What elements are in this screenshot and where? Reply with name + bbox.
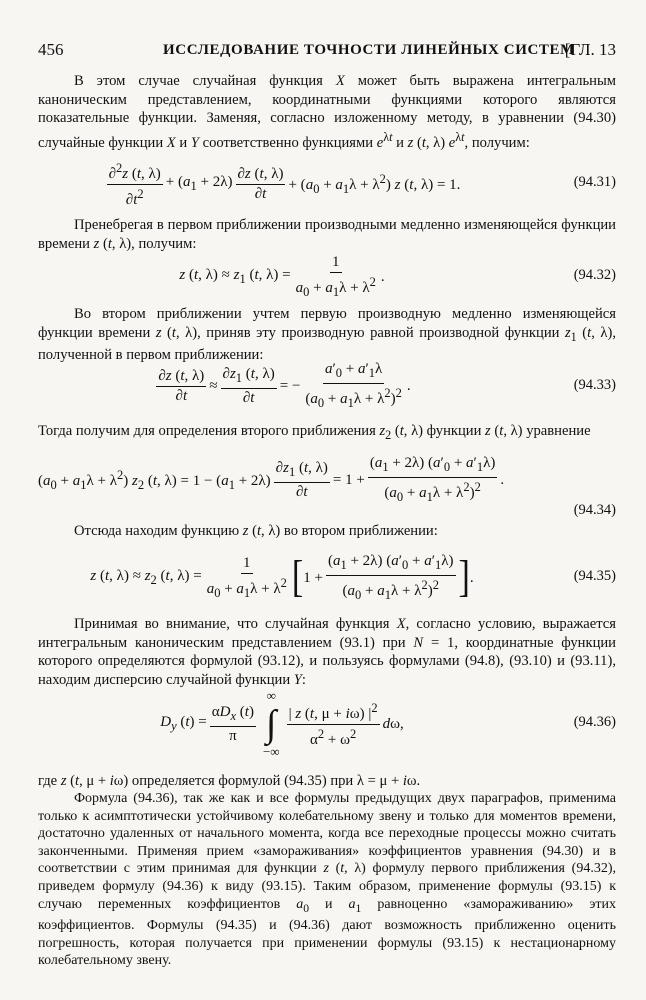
eq-number-94-32: (94.32) [573,267,616,283]
eq-number-94-36: (94.36) [573,714,616,730]
equation-94-31: ∂$^2$z (t, λ) $\partial t^2$ + $(a_1 + 2\lambda)$ ∂z (t, λ) ∂t + $(a_0 + a_1\lambda + \lambda^2)$ z (t, λ) = 1. (94.31) [108,160,616,208]
equation-94-34: $(a_0 + a_1\lambda + \lambda^2)$ $z_2$ (t, $\lambda) = 1 - (a_1 + 2\lambda)$ $\frac{\partial z_1 (t, \lambda)}{\partial t}$ = 1 + $\frac{(a_1 + 2\lambda) (a'_0 + a'_1\lambda)}{(a_0 + a_1\lambda + \lambda^2)^2}$ . (94.34) [38,454,616,518]
paragraph-2: Пренебрегая в первом приближении производными медленно изменяющейся функции времени z (t, λ), получим: [38,217,616,252]
paragraph-4: Тогда получим для определения второго приближения $z_2$ (t, λ) функции z (t, λ) уравнение [38,423,591,442]
paragraph-8: Формула (94.36), так же как и все формулы предыдущих двух параграфов, применима только к асимптотически устойчивому колебательному звену и только для моментов времени, достаточно удаленных от начального момента, когда все переходные процессы можно считать законченными. Применяя прием «замораживания» коэффициентов уравнения (94.30) и в соответствии с этим принимая для функции z (t, λ) формулу первого приближения (94.32), приведем формулу (94.36) к виду (93.15). Таким образом, применение формулы (93.15) к случаю переменных коэффициентов $a_0$ и $a_1$ равноценно «замораживанию» этих коэффициентов. Формулы (94.35) и (94.36) дают возможность приближенно оценить погрешность, которая получается при применении формулы (93.15) к нестационарному колебательному звену. [38,791,617,969]
paragraph-3: Во втором приближении учтем первую производную медленно изменяющейся функции времени z (t, λ), приняв эту производную равной производной функции $z_1$ (t, λ), полученной в первом приближении: [38,306,616,363]
paragraph-5: Отсюда находим функцию z (t, λ) во втором приближении: [74,523,438,539]
paragraph-7: где z (t, μ + iω) определяется формулой (94.35) при λ = μ + iω. [38,773,421,789]
paragraph-6: Принимая во внимание, что случайная функция X, согласно условию, выражается интегральным каноническим представлением (93.1) при N = 1, координатные функции которого определяются формулой (93.12), и пользуясь формулами (94.8), (93.10) и (93.11), находим дисперсию случайной функции Y: [38,616,616,688]
running-header [38,40,616,62]
equation-94-32: z (t, $\lambda) \approx z_1$ (t, λ) = $\frac{1}{a_0 + a_1\lambda + \lambda^2}$ . (94.32) [179,253,616,299]
page-number: 456 [38,40,64,59]
equation-94-35: z (t, $\lambda) \approx z_2$ (t, λ) = $\frac{1}{a_0 + a_1\lambda + \lambda^2}$ [ 1 + $\frac{(a_1 + 2\lambda) (a'_0 + a'_1\lambda)}{(a_0 + a_1\lambda + \lambda^2)^2}$ ] . (94.35) [90,552,616,602]
equation-94-36: $D_y$ (t) = $\alpha D_x$ (t) π ∞ ∫ −∞ | z (t, μ + iω) $|^2$ $\alpha^2 + \omega^2$ dω, (94.36) [160,688,616,759]
chapter-label: [ГЛ. 13 [564,40,616,59]
eq-number-94-33: (94.33) [573,377,616,393]
running-title: ИССЛЕДОВАНИЕ ТОЧНОСТИ ЛИНЕЙНЫХ СИСТЕМ [163,42,575,58]
eq-number-94-31: (94.31) [573,174,616,190]
equation-94-33: $\frac{\partial z (t, \lambda)}{\partial t}$ ≈ $\frac{\partial z_1 (t, \lambda)}{\partial t}$ = − $\frac{a'_0 + a'_1\lambda}{(a_0 + a_1\lambda + \lambda^2)^2}$ . (94.33) [158,360,616,410]
eq-number-94-35: (94.35) [573,568,616,584]
paragraph-1: В этом случае случайная функция X может быть выражена интегральным каноническим представлением, координатными функциями которого являются показательные функции. Заменяя, согласно изложенному методу, в уравнении (94.30) случайные функции X и Y соответственно функциями $e^{\lambda t}$ и z (t, λ) $e^{\lambda t}$, получим: [38,73,616,151]
eq-number-94-34: (94.34) [573,502,616,518]
